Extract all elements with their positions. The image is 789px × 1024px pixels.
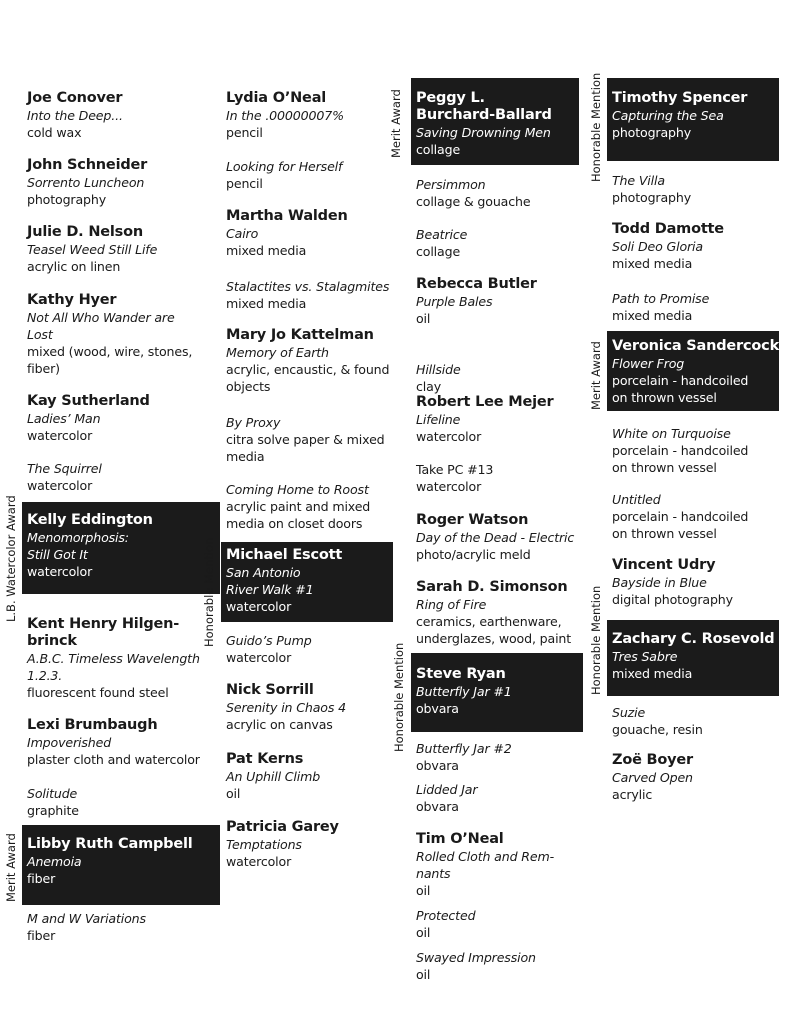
artwork-medium: photography bbox=[27, 192, 106, 207]
artwork-entry bbox=[416, 512, 596, 563]
artwork-entry bbox=[416, 90, 596, 158]
artwork-title: Ladies’ Man bbox=[27, 411, 101, 426]
artwork-medium: fiber bbox=[27, 928, 56, 943]
artwork-title: River Walk #1 bbox=[226, 582, 314, 597]
artwork-title: Coming Home to Roost bbox=[226, 482, 369, 497]
award-label: Honorable Mention bbox=[392, 642, 406, 752]
artwork-entry bbox=[27, 90, 207, 141]
artwork-medium: oil bbox=[416, 925, 431, 940]
artwork-title: Butterfly Jar #2 bbox=[416, 741, 512, 756]
artwork-medium: media bbox=[226, 449, 265, 464]
artwork-entry bbox=[416, 579, 596, 647]
artwork-medium: gouache, resin bbox=[612, 722, 703, 737]
artwork-medium: cold wax bbox=[27, 125, 82, 140]
artwork-title: An Uphill Climb bbox=[226, 769, 321, 784]
artwork-title: Lidded Jar bbox=[416, 782, 478, 797]
artwork-title: Lifeline bbox=[416, 412, 461, 427]
artwork-title: Still Got It bbox=[27, 547, 88, 562]
artwork-title: San Antonio bbox=[226, 565, 301, 580]
artwork-medium: acrylic paint and mixed bbox=[226, 499, 371, 514]
artwork-medium: porcelain - handcoiled bbox=[612, 373, 749, 388]
artwork-medium: photography bbox=[612, 190, 691, 205]
artwork-title: Persimmon bbox=[416, 177, 486, 192]
artwork-title: Looking for Herself bbox=[226, 159, 343, 174]
artwork-medium: obvara bbox=[416, 758, 459, 773]
artwork-title: The Squirrel bbox=[27, 461, 102, 476]
artist-name: Kent Henry Hilgen- bbox=[27, 616, 180, 632]
artwork-entry bbox=[416, 176, 596, 210]
artwork-title: Take PC #13 bbox=[416, 462, 494, 477]
artwork-title: Rolled Cloth and Rem- bbox=[416, 849, 554, 864]
artwork-title: Memory of Earth bbox=[226, 345, 329, 360]
artist-name: Timothy Spencer bbox=[612, 90, 748, 106]
artwork-entry bbox=[226, 547, 406, 615]
artwork-medium: mixed media bbox=[612, 666, 693, 681]
artwork-title: 1.2.3. bbox=[27, 668, 63, 683]
artist-name: Zoë Boyer bbox=[612, 752, 694, 768]
artwork-title: Bayside in Blue bbox=[612, 575, 707, 590]
award-highlight-box bbox=[607, 78, 779, 161]
artwork-medium: mixed (wood, wire, stones, bbox=[27, 344, 193, 359]
artwork-entry bbox=[27, 836, 207, 887]
artwork-title: Flower Frog bbox=[612, 356, 685, 371]
artwork-entry bbox=[226, 327, 406, 395]
artwork-medium: porcelain - handcoiled bbox=[612, 443, 749, 458]
artwork-medium: watercolor bbox=[416, 479, 482, 494]
artwork-medium: clay bbox=[416, 379, 441, 394]
artwork-medium: oil bbox=[226, 786, 241, 801]
artwork-entry bbox=[612, 752, 789, 803]
award-label: Merit Award bbox=[389, 89, 403, 158]
artwork-entry bbox=[416, 949, 596, 983]
artwork-title: Menomorphosis: bbox=[27, 530, 129, 545]
artwork-medium: oil bbox=[416, 967, 431, 982]
artwork-medium: photography bbox=[612, 125, 691, 140]
artist-name: Mary Jo Kattelman bbox=[226, 327, 374, 343]
artwork-medium: watercolor bbox=[226, 854, 292, 869]
artwork-medium: mixed media bbox=[612, 256, 693, 271]
artwork-title: nants bbox=[416, 866, 451, 881]
artwork-title: Path to Promise bbox=[612, 291, 710, 306]
award-label: Merit Award bbox=[4, 833, 18, 902]
artist-name: Julie D. Nelson bbox=[27, 224, 143, 240]
artwork-medium: citra solve paper & mixed bbox=[226, 432, 385, 447]
artwork-title: Impoverished bbox=[27, 735, 112, 750]
artist-name: Veronica Sandercock bbox=[612, 338, 780, 354]
artwork-title: Tres Sabre bbox=[612, 649, 678, 664]
artwork-title: In the .00000007% bbox=[226, 108, 344, 123]
artwork-medium: digital photography bbox=[612, 592, 733, 607]
artwork-title: The Villa bbox=[612, 173, 665, 188]
artist-name: Roger Watson bbox=[416, 512, 529, 528]
artwork-title: Guido’s Pump bbox=[226, 633, 312, 648]
artwork-title: Hillside bbox=[416, 362, 461, 377]
artwork-title: Soli Deo Gloria bbox=[612, 239, 703, 254]
artwork-entry bbox=[27, 224, 207, 275]
artwork-medium: acrylic on canvas bbox=[226, 717, 333, 732]
artist-name: Burchard-Ballard bbox=[416, 107, 552, 123]
artwork-title: Stalactites vs. Stalagmites bbox=[226, 279, 390, 294]
artist-name: Steve Ryan bbox=[416, 666, 506, 682]
award-highlight-box bbox=[411, 78, 579, 165]
artwork-entry bbox=[416, 666, 596, 717]
artwork-title: Serenity in Chaos 4 bbox=[226, 700, 346, 715]
artwork-entry bbox=[612, 290, 789, 324]
artwork-entry bbox=[612, 425, 789, 476]
artwork-medium: objects bbox=[226, 379, 271, 394]
artwork-entry bbox=[416, 831, 596, 899]
artist-name: Patricia Garey bbox=[226, 819, 339, 835]
artwork-entry bbox=[416, 907, 596, 941]
artwork-medium: mixed media bbox=[612, 308, 693, 323]
artwork-entry bbox=[416, 740, 596, 774]
artwork-title: Purple Bales bbox=[416, 294, 493, 309]
artwork-entry bbox=[226, 682, 406, 733]
artist-name: Rebecca Butler bbox=[416, 276, 537, 292]
artwork-title: Protected bbox=[416, 908, 476, 923]
artwork-title: Beatrice bbox=[416, 227, 468, 242]
award-highlight-box bbox=[607, 620, 779, 696]
artwork-title: M and W Variations bbox=[27, 911, 146, 926]
artist-name: Tim O’Neal bbox=[416, 831, 504, 847]
artwork-medium: watercolor bbox=[416, 429, 482, 444]
artwork-title: Temptations bbox=[226, 837, 302, 852]
artwork-medium: acrylic on linen bbox=[27, 259, 121, 274]
artwork-entry bbox=[416, 394, 596, 445]
artwork-entry bbox=[226, 481, 406, 532]
artwork-medium: photo/acrylic meld bbox=[416, 547, 531, 562]
artwork-medium: collage bbox=[416, 142, 461, 157]
artist-name: John Schneider bbox=[27, 157, 148, 173]
artwork-entry bbox=[27, 393, 207, 444]
artwork-medium: fluorescent found steel bbox=[27, 685, 169, 700]
artwork-title: A.B.C. Timeless Wavelength bbox=[27, 651, 200, 666]
artwork-medium: media on closet doors bbox=[226, 516, 363, 531]
artwork-medium: acrylic bbox=[612, 787, 653, 802]
artwork-medium: watercolor bbox=[27, 478, 93, 493]
artist-name: Sarah D. Simonson bbox=[416, 579, 568, 595]
award-label: L.B. Watercolor Award bbox=[4, 495, 18, 622]
artwork-medium: watercolor bbox=[27, 564, 93, 579]
artwork-medium: collage bbox=[416, 244, 461, 259]
artwork-medium: watercolor bbox=[226, 599, 292, 614]
award-highlight-box bbox=[607, 331, 779, 411]
artwork-entry bbox=[226, 158, 406, 192]
award-highlight-box bbox=[22, 825, 220, 905]
artwork-title: Suzie bbox=[612, 705, 646, 720]
artwork-title: By Proxy bbox=[226, 415, 281, 430]
artwork-title: Swayed Impression bbox=[416, 950, 536, 965]
artwork-title: Cairo bbox=[226, 226, 259, 241]
artwork-entry bbox=[416, 226, 596, 260]
artwork-medium: plaster cloth and watercolor bbox=[27, 752, 200, 767]
artwork-entry bbox=[416, 461, 596, 495]
artwork-medium: on thrown vessel bbox=[612, 526, 717, 541]
award-highlight-box bbox=[22, 502, 220, 594]
artwork-title: Butterfly Jar #1 bbox=[416, 684, 512, 699]
award-label: Merit Award bbox=[589, 341, 603, 410]
artwork-entry bbox=[612, 557, 789, 608]
artwork-title: Capturing the Sea bbox=[612, 108, 724, 123]
artwork-entry bbox=[612, 221, 789, 272]
artwork-medium: watercolor bbox=[226, 650, 292, 665]
artist-name: Kathy Hyer bbox=[27, 292, 117, 308]
artwork-medium: on thrown vessel bbox=[612, 390, 717, 405]
artist-name: Vincent Udry bbox=[612, 557, 716, 573]
artwork-entry bbox=[27, 292, 207, 377]
award-label: Honorable Mention bbox=[202, 537, 216, 647]
artwork-medium: fiber bbox=[27, 871, 56, 886]
artwork-entry bbox=[27, 460, 207, 494]
artist-name: Libby Ruth Campbell bbox=[27, 836, 193, 852]
artist-name: brinck bbox=[27, 633, 77, 649]
artwork-entry bbox=[27, 512, 207, 580]
artwork-entry bbox=[226, 414, 406, 465]
artwork-entry bbox=[27, 616, 207, 701]
artwork-medium: mixed media bbox=[226, 243, 307, 258]
artwork-medium: on thrown vessel bbox=[612, 460, 717, 475]
artist-name: Zachary C. Rosevold bbox=[612, 631, 775, 647]
award-highlight-box bbox=[221, 542, 393, 622]
artwork-medium: pencil bbox=[226, 176, 263, 191]
artist-name: Pat Kerns bbox=[226, 751, 304, 767]
artwork-title: Day of the Dead - Electric bbox=[416, 530, 575, 545]
artist-name: Peggy L. bbox=[416, 90, 485, 106]
award-highlight-box bbox=[411, 653, 583, 732]
artist-name: Martha Walden bbox=[226, 208, 348, 224]
artwork-medium: acrylic, encaustic, & found bbox=[226, 362, 390, 377]
artist-name: Kay Sutherland bbox=[27, 393, 150, 409]
artwork-medium: mixed media bbox=[226, 296, 307, 311]
artwork-medium: graphite bbox=[27, 803, 79, 818]
artwork-medium: porcelain - handcoiled bbox=[612, 509, 749, 524]
artist-name: Kelly Eddington bbox=[27, 512, 153, 528]
artwork-entry bbox=[612, 90, 789, 141]
artwork-entry bbox=[612, 172, 789, 206]
artwork-medium: obvara bbox=[416, 799, 459, 814]
artwork-medium: underglazes, wood, paint bbox=[416, 631, 572, 646]
artwork-entry bbox=[226, 632, 406, 666]
artwork-title: Carved Open bbox=[612, 770, 693, 785]
artwork-medium: ceramics, earthenware, bbox=[416, 614, 562, 629]
artwork-entry bbox=[416, 361, 596, 395]
artwork-entry bbox=[27, 785, 207, 819]
artwork-entry bbox=[27, 157, 207, 208]
artwork-title: Solitude bbox=[27, 786, 78, 801]
artist-name: Robert Lee Mejer bbox=[416, 394, 554, 410]
artwork-entry bbox=[226, 208, 406, 259]
artwork-entry bbox=[416, 276, 596, 327]
artwork-title: White on Turquoise bbox=[612, 426, 731, 441]
artwork-title: Teasel Weed Still Life bbox=[27, 242, 158, 257]
artwork-title: Ring of Fire bbox=[416, 597, 487, 612]
artwork-title: Not All Who Wander are bbox=[27, 310, 175, 325]
award-label: Honorable Mention bbox=[589, 72, 603, 182]
artwork-entry bbox=[226, 751, 406, 802]
artwork-entry bbox=[416, 781, 596, 815]
artist-name: Lydia O’Neal bbox=[226, 90, 327, 106]
artwork-title: Lost bbox=[27, 327, 53, 342]
award-label: Honorable Mention bbox=[589, 585, 603, 695]
artwork-medium: obvara bbox=[416, 701, 459, 716]
artwork-title: Into the Deep... bbox=[27, 108, 123, 123]
artist-name: Joe Conover bbox=[27, 90, 123, 106]
artwork-entry bbox=[612, 338, 789, 406]
artwork-medium: oil bbox=[416, 883, 431, 898]
artwork-medium: watercolor bbox=[27, 428, 93, 443]
artwork-title: Untitled bbox=[612, 492, 661, 507]
artist-name: Lexi Brumbaugh bbox=[27, 717, 158, 733]
artwork-title: Anemoia bbox=[27, 854, 82, 869]
artwork-medium: fiber) bbox=[27, 361, 60, 376]
artwork-entry bbox=[27, 717, 207, 768]
artwork-title: Saving Drowning Men bbox=[416, 125, 551, 140]
artwork-entry bbox=[612, 631, 789, 682]
artwork-entry bbox=[226, 819, 406, 870]
artwork-entry bbox=[27, 910, 207, 944]
artist-name: Michael Escott bbox=[226, 547, 343, 563]
artwork-medium: collage & gouache bbox=[416, 194, 531, 209]
artwork-medium: oil bbox=[416, 311, 431, 326]
artwork-entry bbox=[612, 491, 789, 542]
artist-name: Todd Damotte bbox=[612, 221, 724, 237]
artwork-entry bbox=[612, 704, 789, 738]
artwork-medium: pencil bbox=[226, 125, 263, 140]
artist-name: Nick Sorrill bbox=[226, 682, 314, 698]
artwork-title: Sorrento Luncheon bbox=[27, 175, 145, 190]
artwork-entry bbox=[226, 278, 406, 312]
artwork-entry bbox=[226, 90, 406, 141]
